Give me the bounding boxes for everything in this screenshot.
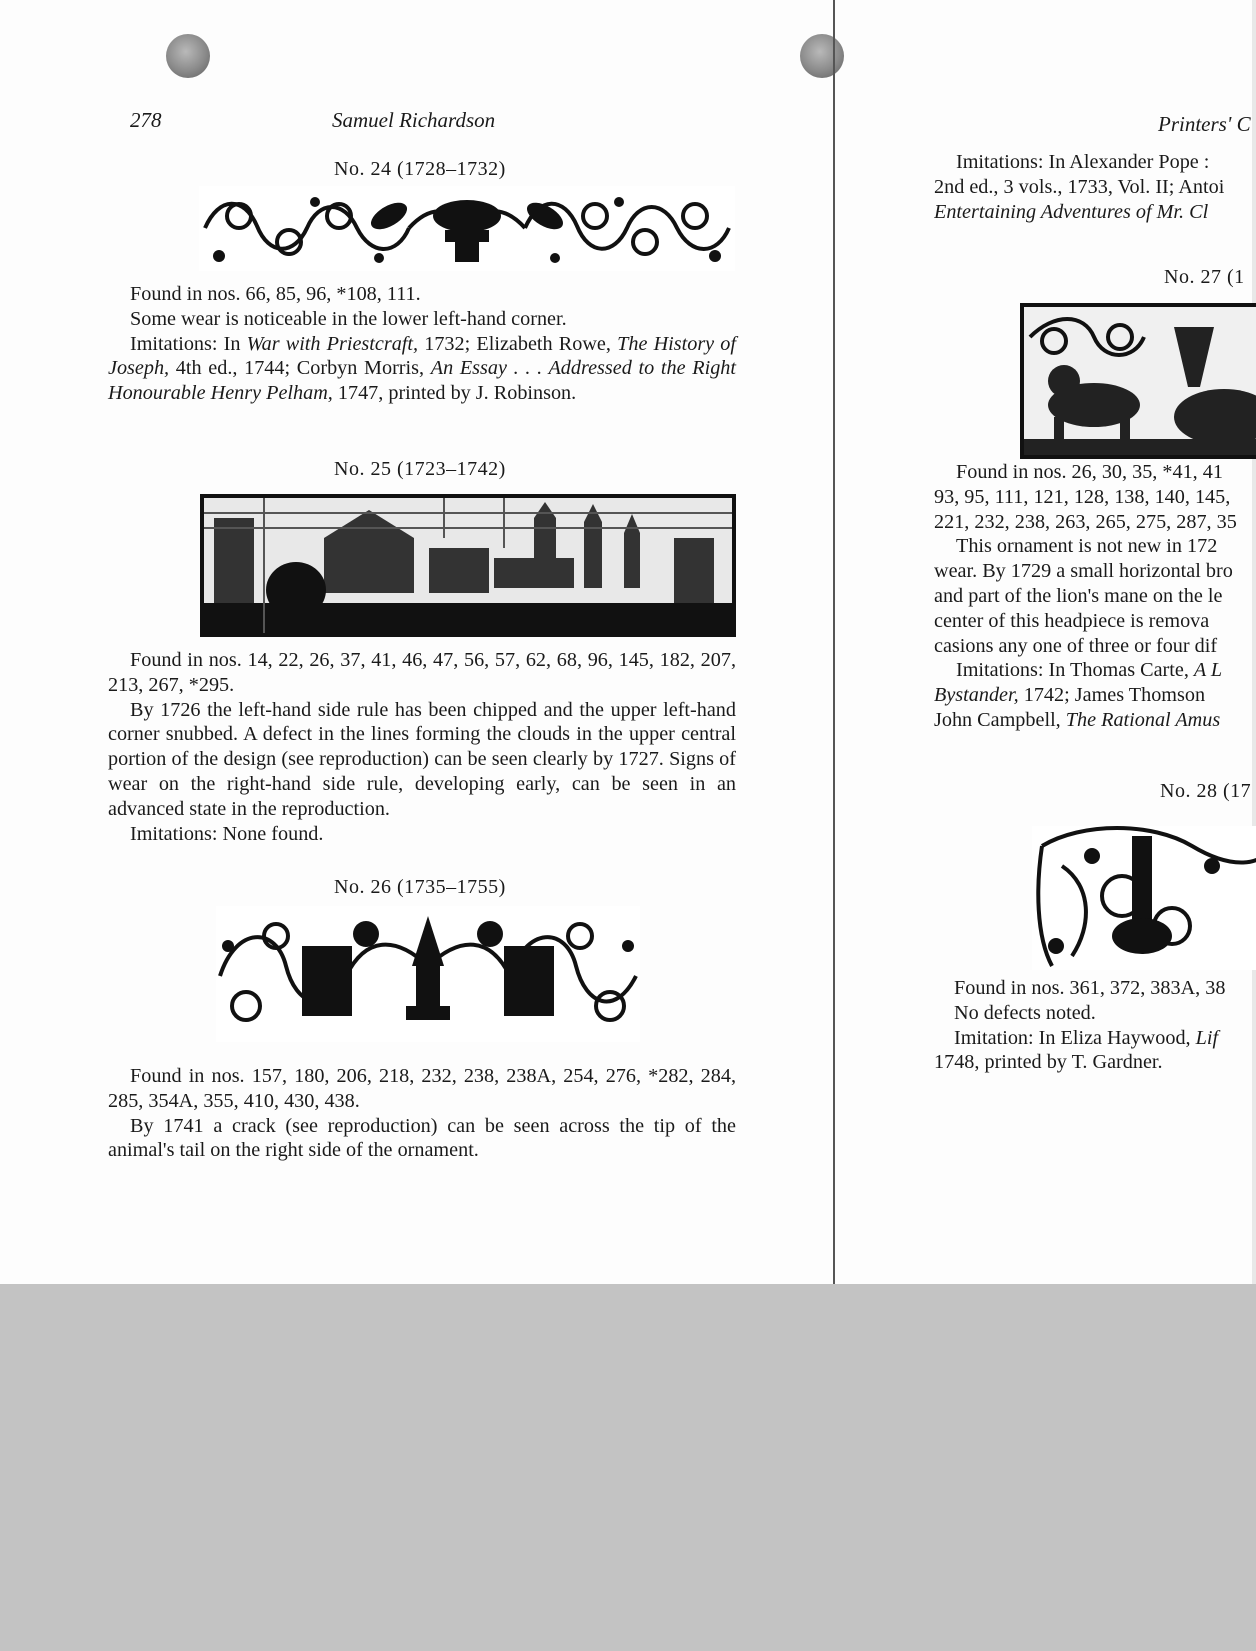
right-line: center of this headpiece is remova xyxy=(934,609,1210,632)
entry-26-text xyxy=(108,1064,736,1163)
right-line: Entertaining Adventures of Mr. Cl xyxy=(934,200,1209,223)
imitations-24: Imitations: In War with Priestcraft, 1732; Elizabeth Rowe, The History of Joseph, 4th ed., 1744; Corbyn Morris, An Essay . . . Addressed to the Right Honourable Henry Pelham, 1747, printed by J. Robinson. xyxy=(108,332,737,405)
note-26: By 1741 a crack (see reproduction) can be seen across the tip of the animal's tail on the right side of the ornament. xyxy=(108,1114,736,1162)
page-gutter xyxy=(833,0,835,1284)
right-line: casions any one of three or four dif xyxy=(934,634,1218,657)
right-line: Found in nos. 361, 372, 383A, 38 xyxy=(954,977,1226,999)
punch-hole-right xyxy=(800,34,844,78)
right-line: Bystander, 1742; James Thomson xyxy=(934,684,1206,707)
ornament-26-image xyxy=(216,906,640,1042)
ornament-caption-25: No. 25 (1723–1742) xyxy=(334,458,506,480)
entry-25-text xyxy=(108,648,736,846)
right-page xyxy=(934,0,1256,1284)
right-line: Imitations: In Alexander Pope : xyxy=(956,151,1210,173)
right-line: 1748, printed by T. Gardner. xyxy=(934,1051,1163,1074)
running-title-right: Printers' C xyxy=(1158,112,1251,136)
right-line: John Campbell, The Rational Amus xyxy=(934,708,1221,731)
ornament-caption-27: No. 27 (1 xyxy=(1164,266,1245,288)
entry-28-text xyxy=(934,976,1256,1075)
ornament-27-image xyxy=(1020,303,1256,459)
right-line: This ornament is not new in 172 xyxy=(956,535,1218,558)
right-line: and part of the lion's mane on the le xyxy=(934,584,1223,607)
right-line: wear. By 1729 a small horizontal bro xyxy=(934,560,1233,583)
left-page xyxy=(108,0,736,1284)
right-line: 221, 232, 238, 263, 265, 275, 287, 35 xyxy=(934,510,1237,533)
found-in-24: Found in nos. 66, 85, 96, *108, 111. xyxy=(130,283,421,305)
ornament-caption-26: No. 26 (1735–1755) xyxy=(334,876,506,898)
note-25: By 1726 the left-hand side rule has been chipped and the upper left-hand corner snubbed. A defect in the lines forming the clouds in the upper central portion of the design (see reproduction) can be seen clearly by 1727. Signs of wear on the right-hand side rule, developing early, can be seen in an advanced state in the reproduction. xyxy=(108,698,736,820)
right-line: Found in nos. 26, 30, 35, *41, 41 xyxy=(956,461,1223,483)
right-line: No defects noted. xyxy=(954,1001,1096,1024)
right-line: 2nd ed., 3 vols., 1733, Vol. II; Antoi xyxy=(934,175,1225,198)
note-24: Some wear is noticeable in the lower left-hand corner. xyxy=(130,307,567,330)
ornament-28-image xyxy=(1032,826,1256,970)
entry-27-text xyxy=(934,460,1256,733)
running-title: Samuel Richardson xyxy=(332,108,496,132)
right-top-text xyxy=(934,150,1256,224)
scanner-background xyxy=(0,1284,1256,1651)
found-in-25: Found in nos. 14, 22, 26, 37, 41, 46, 47, 56, 57, 62, 68, 96, 145, 182, 207, 213, 267, *295. xyxy=(108,649,736,696)
right-line: 93, 95, 111, 121, 128, 138, 140, 145, xyxy=(934,485,1231,508)
imitations-25: Imitations: None found. xyxy=(130,822,324,845)
ornament-25-image xyxy=(200,494,736,637)
entry-24-text xyxy=(108,282,736,406)
ornament-caption-24: No. 24 (1728–1732) xyxy=(334,158,506,180)
ornament-caption-28: No. 28 (17 xyxy=(1160,780,1252,802)
found-in-26: Found in nos. 157, 180, 206, 218, 232, 238, 238A, 254, 276, *282, 284, 285, 354A, 355, 410, 430, 438. xyxy=(108,1065,736,1112)
ornament-24-image xyxy=(199,186,735,271)
page-number: 278 xyxy=(130,108,162,132)
right-line: Imitation: In Eliza Haywood, Lif xyxy=(954,1026,1219,1049)
right-line: Imitations: In Thomas Carte, A L xyxy=(956,659,1223,682)
